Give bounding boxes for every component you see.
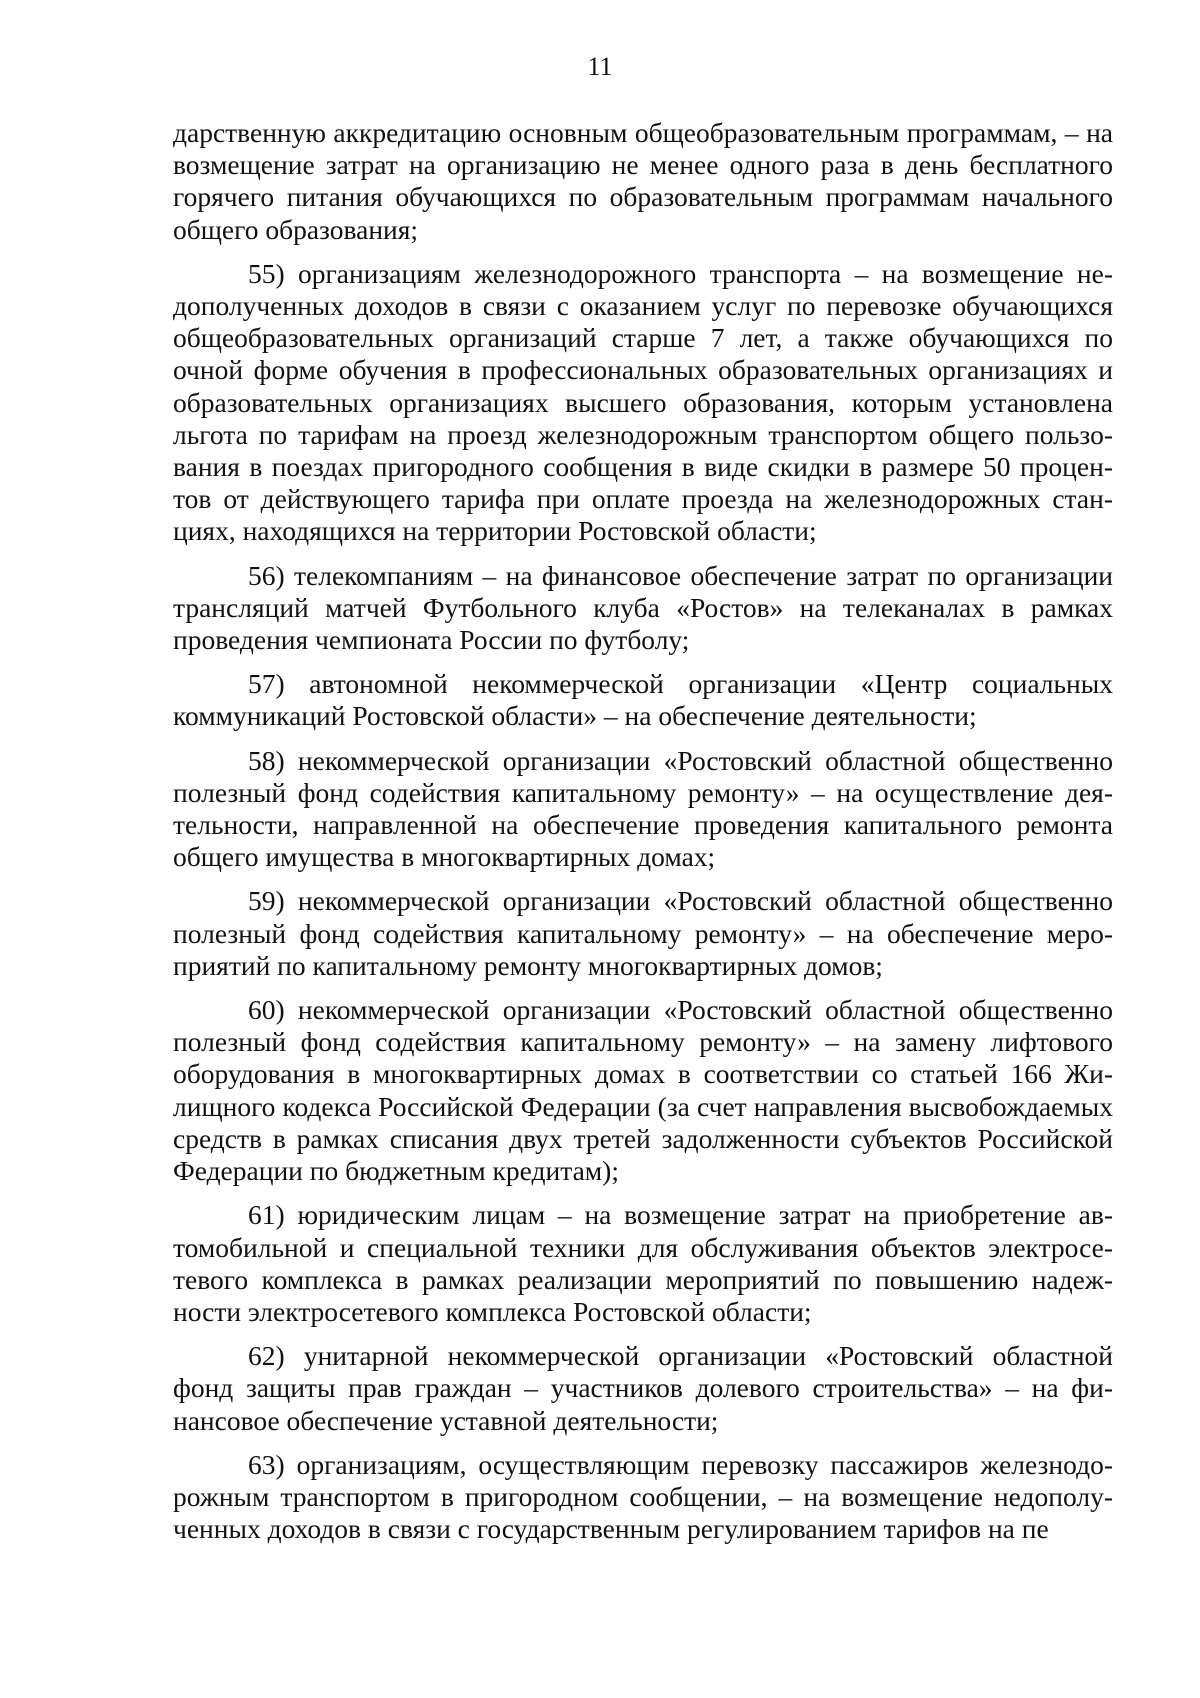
paragraph-item-62: 62) унитарной некоммерческой организации «Ростовский областной фонд защиты прав граждан – участников долевого строительства» – на финансовое обеспечение уставной деятельности; bbox=[173, 1340, 1113, 1436]
paragraph-item-59: 59) некоммерческой организации «Ростовский областной общественно полезный фонд содействия капитальному ремонту» – на обеспечение мероприятий по капитальному ремонту многоквартирных домов; bbox=[173, 885, 1113, 981]
page-number: 11 bbox=[587, 52, 613, 81]
paragraph-item-60: 60) некоммерческой организации «Ростовский областной общественно полезный фонд содействия капитальному ремонту» – на замену лифтового оборудования в многоквартирных домах в соответствии со статьей 166 Жилищного кодекса Российской Федерации (за счет направления высвобождаемых средств в рамках списания двух третей задолженности субъектов Российской Федерации по бюджетным кредитам); bbox=[173, 994, 1113, 1187]
paragraph-item-55: 55) организациям железнодорожного транспорта – на возмещение недополученных доходов в связи с оказанием услуг по перевозке обучающихся общеобразовательных организаций старше 7 лет, а также обучающихся по очной форме обучения в профессиональных образовательных организациях и образовательных организациях высшего образования, которым установлена льгота по тарифам на проезд железнодорожным транспортом общего пользования в поездах пригородного сообщения в виде скидки в размере 50 процентов от действующего тарифа при оплате проезда на железнодорожных станциях, находящихся на территории Ростовской области; bbox=[173, 257, 1113, 547]
paragraph-continuation: дарственную аккредитацию основным общеобразовательным программам, – на возмещение затрат на организацию не менее одного раза в день бесплатного горячего питания обучающихся по образовательным программам начального общего образования; bbox=[173, 117, 1113, 245]
paragraph-item-63: 63) организациям, осуществляющим перевозку пассажиров железнодорожным транспортом в пригородном сообщении, – на возмещение недополученных доходов в связи с государственным регулированием тарифов на пе bbox=[173, 1448, 1113, 1545]
document-body bbox=[173, 117, 1113, 1545]
paragraph-item-58: 58) некоммерческой организации «Ростовский областной общественно полезный фонд содействия капитальному ремонту» – на осуществление деятельности, направленной на обеспечение проведения капитального ремонта общего имущества в многоквартирных домах; bbox=[173, 744, 1113, 873]
paragraph-item-61: 61) юридическим лицам – на возмещение затрат на приобретение автомобильной и специальной техники для обслуживания объектов электросетевого комплекса в рамках реализации мероприятий по повышению надежности электросетевого комплекса Ростовской области; bbox=[173, 1199, 1113, 1327]
paragraph-item-57: 57) автономной некоммерческой организации «Центр социальных коммуникаций Ростовской области» – на обеспечение деятельности; bbox=[173, 668, 1113, 732]
paragraph-item-56: 56) телекомпаниям – на финансовое обеспечение затрат по организации трансляций матчей Футбольного клуба «Ростов» на телеканалах в рамках проведения чемпионата России по футболу; bbox=[173, 559, 1113, 656]
